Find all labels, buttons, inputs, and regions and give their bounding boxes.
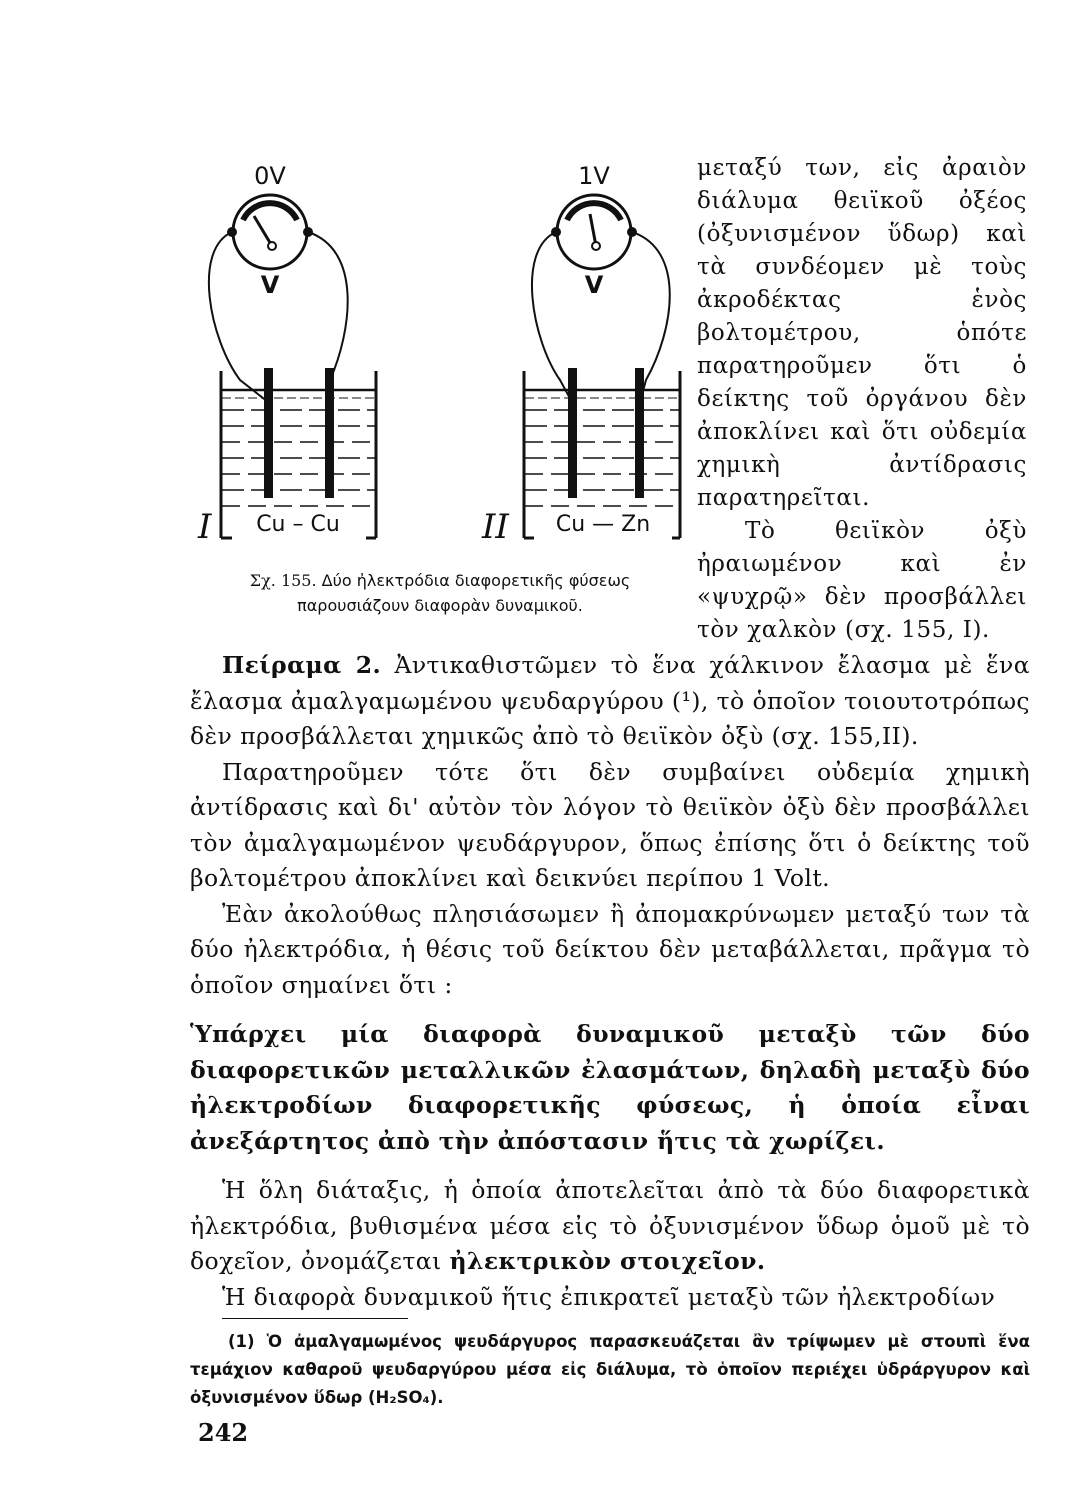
footnote	[190, 1328, 1030, 1412]
cell-definition-text: Ἡ ὅλη διάταξις, ἡ ὁποία ἀποτελεῖται ἀπὸ τὰ δύο διαφορετικὰ ἠλεκτρόδια, βυθισμένα μέσα εἰς τὸ ὀξυνισμένον ὕδωρ ὁμοῦ μὲ τὸ δοχεῖον, ὀνομάζεται	[190, 1176, 1030, 1275]
figure-number: Σχ. 155.	[249, 571, 317, 590]
principle-text: Ὑπάρχει μία διαφορὰ δυναμικοῦ μεταξὺ τῶν δύο διαφορετικῶν μεταλλικῶν ἐλασμάτων, δηλαδὴ μεταξὺ δύο ἠλεκτροδίων διαφορετικῆς φύσεως, ἡ ὁποία εἶναι ἀνεξάρτητος ἀπὸ τὴν ἀπόστασιν ἥτις τὰ χωρίζει.	[190, 1020, 1030, 1155]
right-voltmeter-icon	[551, 195, 637, 269]
left-voltmeter-icon	[227, 195, 313, 269]
right-electrodes-label: Cu — Zn	[555, 512, 651, 537]
principle-statement	[190, 1017, 1030, 1159]
right-voltmeter-symbol: V	[584, 271, 604, 299]
footnote-divider	[222, 1318, 408, 1319]
main-text	[190, 648, 1030, 1315]
cell-numeral-two: II	[482, 507, 509, 547]
electric-cell-term: ἠλεκτρικὸν στοιχεῖον.	[449, 1247, 766, 1275]
observation-paragraph: Παρατηροῦμεν τότε ὅτι δὲν συμβαίνει οὐδεμία χημικὴ ἀντίδρασις καὶ δι' αὐτὸν τὸν λόγον τὸ θειϊκὸν ὀξὺ δὲν προσβάλλει τὸν ἀμαλγαμωμένον ψευδάργυρον, ὅπως ἐπίσης ὅτι ὁ δείκτης τοῦ βολτομέτρου ἀποκλίνει καὶ δεικνύει περίπου 1 Volt.	[190, 757, 1030, 892]
experiment-paragraph	[190, 648, 1030, 755]
distance-paragraph: Ἐὰν ἀκολούθως πλησιάσωμεν ἢ ἀπομακρύνωμεν μεταξύ των τὰ δύο ἠλεκτρόδια, ἡ θέσις τοῦ δείκτου δὲν μεταβάλλεται, πρᾶγμα τὸ ὁποῖον σημαίνει ὅτι :	[190, 899, 1030, 999]
caption-line-one: Δύο ἠλεκτρόδια διαφορετικῆς φύσεως	[321, 571, 631, 590]
side-paragraph-one: μεταξύ των, εἰς ἀραιὸν διάλυμα θειϊκοῦ ὀξέος (ὀξυνισμένον ὕδωρ) καὶ τὰ συνδέομεν μὲ τοὺς ἀκροδέκτας ἑνὸς βολτομέτρου, ὁπότε παρατηροῦμεν ὅτι ὁ δείκτης τοῦ ὀργάνου δὲν ἀποκλίνει καὶ ὅτι οὐδεμία χημικὴ ἀντίδρασις παρατηρεῖται.	[697, 155, 1027, 511]
experiment-label: Πείραμα 2.	[222, 651, 382, 679]
left-voltmeter-symbol: V	[260, 271, 280, 299]
side-paragraph-two: Τὸ θειϊκὸν ὀξὺ ἠραιωμένον καὶ ἐν «ψυχρῷ» δὲν προσβάλλει τὸν χαλκὸν (σχ. 155, Ι).	[697, 518, 1027, 643]
right-voltmeter-reading: 1V	[578, 162, 610, 190]
cell-numeral-one: I	[198, 507, 212, 547]
figure-caption	[195, 568, 685, 618]
left-beaker	[221, 368, 376, 540]
page-number: 242	[198, 1418, 249, 1447]
potential-difference-paragraph: Ἡ διαφορὰ δυναμικοῦ ἥτις ἐπικρατεῖ μεταξὺ τῶν ἠλεκτροδίων	[222, 1282, 996, 1311]
cell-one	[197, 162, 376, 547]
caption-line-two: παρουσιάζουν διαφορὰν δυναμικοῦ.	[297, 596, 583, 615]
left-electrodes-label: Cu – Cu	[256, 512, 340, 537]
experiment-text: Ἀντικαθιστῶμεν τὸ ἕνα χάλκινον ἔλασμα μὲ ἕνα ἔλασμα ἀμαλγαμωμένου ψευδαργύρου (¹), τὸ ὁποῖον τοιουτοτρόπως δὲν προσβάλλεται χημικῶς ἀπὸ τὸ θειϊκὸν ὀξὺ (σχ. 155,II).	[190, 651, 1031, 750]
cell-definition-paragraph	[190, 1173, 1030, 1280]
cell-two	[481, 162, 680, 547]
left-voltmeter-reading: 0V	[254, 162, 286, 190]
side-column	[697, 152, 1027, 647]
footnote-text: (1) Ὁ ἀμαλγαμωμένος ψευδάργυρος παρασκευάζεται ἂν τρίψωμεν μὲ στουπὶ ἕνα τεμάχιον καθαροῦ ψευδαργύρου μέσα εἰς διάλυμα, τὸ ὁποῖον περιέχει ὑδράργυρον καὶ ὀξυνισμένον ὕδωρ (H₂SO₄).	[190, 1332, 1030, 1407]
right-beaker	[524, 368, 680, 540]
